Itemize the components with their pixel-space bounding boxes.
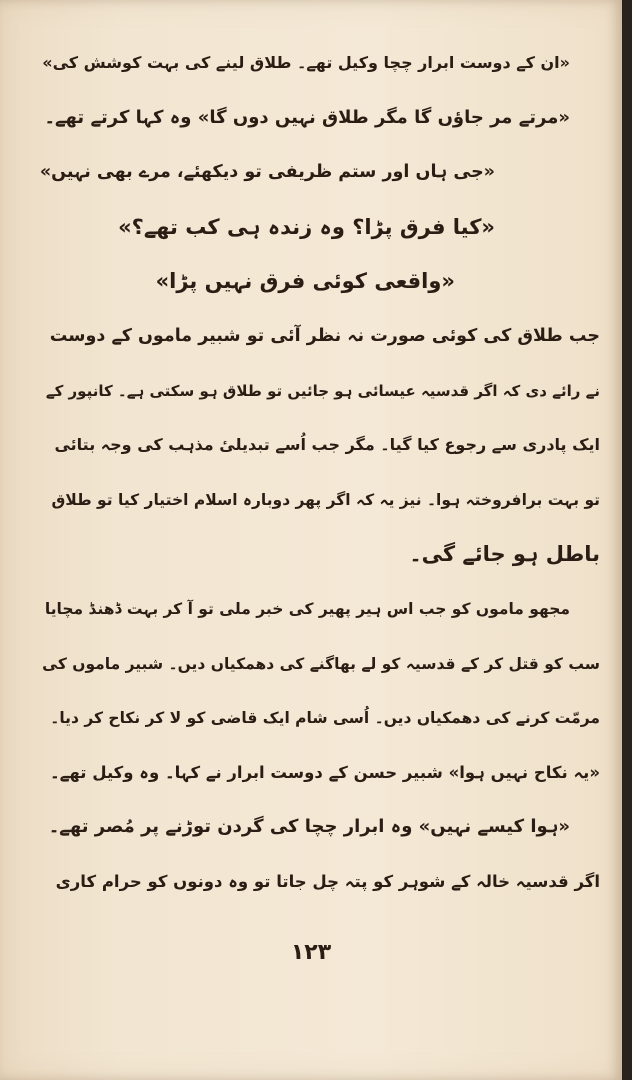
page-number: ۱۲۳	[290, 940, 332, 965]
text-line: «مرتے مر جاؤں گا مگر طلاق نہیں دوں گا» وہ کہا کرتے تھے۔	[44, 106, 570, 128]
text-line: مجھو ماموں کو جب اس ہیر پھیر کی خبر ملی تو آ کر بہت ڈھنڈ مچایا	[44, 599, 570, 618]
text-line: ایک پادری سے رجوع کیا گیا۔ مگر جب اُسے تبدیلیٔ مذہب کی وجہ بتائی	[54, 435, 600, 455]
text-line: «ان کے دوست ابرار چچا وکیل تھے۔ طلاق لینے کی بہت کوشش کی»	[42, 53, 570, 72]
text-line: باطل ہو جائے گی۔	[409, 542, 600, 567]
text-line: «جی ہاں اور ستم ظریفی تو دیکھئے، مرے بھی نہیں»	[40, 162, 495, 183]
text-line: مرمّت کرنے کی دھمکیاں دیں۔ اُسی شام ایک قاضی کو لا کر نکاح کر دیا۔	[50, 709, 600, 728]
text-line: «ہوا کیسے نہیں» وہ ابرار چچا کی گردن توڑنے پر مُصر تھے۔	[48, 816, 570, 838]
text-line: «کیا فرق پڑا؟ وہ زندہ ہی کب تھے؟»	[118, 214, 495, 239]
page-text	[40, 36, 600, 910]
page-edge	[622, 0, 632, 1080]
text-line: اگر قدسیہ خالہ کے شوہر کو پتہ چل جاتا تو وہ دونوں کو حرام کاری	[55, 871, 600, 891]
text-line: جب طلاق کی کوئی صورت نہ نظر آئی تو شبیر ماموں کے دوست	[49, 325, 600, 346]
text-line: نے رائے دی کہ اگر قدسیہ عیسائی ہو جائیں تو طلاق ہو سکتی ہے۔ کانپور کے	[45, 381, 600, 400]
text-line: سب کو قتل کر کے قدسیہ کو لے بھاگنے کی دھمکیاں دیں۔ شبیر ماموں کی	[42, 654, 600, 673]
text-line: تو بہت برافروختہ ہوا۔ نیز یہ کہ اگر پھر دوبارہ اسلام اختیار کیا تو طلاق	[51, 490, 600, 509]
text-line: «واقعی کوئی فرق نہیں پڑا»	[155, 269, 455, 294]
text-line: «یہ نکاح نہیں ہوا» شبیر حسن کے دوست ابرار نے کہا۔ وہ وکیل تھے۔	[50, 762, 600, 782]
